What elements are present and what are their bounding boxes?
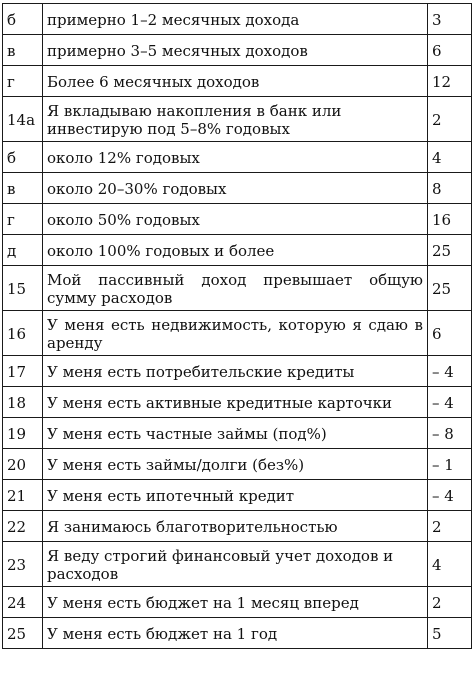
row-number: 18 — [3, 387, 43, 418]
row-number: 21 — [3, 480, 43, 511]
row-number: 19 — [3, 418, 43, 449]
row-points: 2 — [428, 587, 472, 618]
row-points: 2 — [428, 97, 472, 142]
row-points: 3 — [428, 4, 472, 35]
row-number: б — [3, 142, 43, 173]
table-row — [3, 235, 472, 266]
row-points: – 1 — [428, 449, 472, 480]
table-row — [3, 418, 472, 449]
row-statement: Я занимаюсь благотворительностью — [43, 511, 428, 542]
row-points: 4 — [428, 142, 472, 173]
row-points: 2 — [428, 511, 472, 542]
table-row — [3, 35, 472, 66]
row-points: 16 — [428, 204, 472, 235]
row-statement: У меня есть активные кредитные карточки — [43, 387, 428, 418]
row-statement: около 20–30% годовых — [43, 173, 428, 204]
questionnaire-table — [2, 3, 472, 649]
table-row — [3, 66, 472, 97]
table-row — [3, 97, 472, 142]
row-number: 25 — [3, 618, 43, 649]
row-points: 6 — [428, 35, 472, 66]
row-statement: У меня есть частные займы (под%) — [43, 418, 428, 449]
table-row — [3, 142, 472, 173]
table-row — [3, 618, 472, 649]
row-points: – 8 — [428, 418, 472, 449]
row-points: 25 — [428, 266, 472, 311]
table-row — [3, 480, 472, 511]
table-row — [3, 173, 472, 204]
row-number: 15 — [3, 266, 43, 311]
row-number: д — [3, 235, 43, 266]
row-number: 17 — [3, 356, 43, 387]
row-statement: Я веду строгий финансовый учет доходов и расходов — [43, 542, 428, 587]
row-points: – 4 — [428, 480, 472, 511]
row-points: 4 — [428, 542, 472, 587]
row-points: 12 — [428, 66, 472, 97]
table-row — [3, 4, 472, 35]
row-number: в — [3, 173, 43, 204]
row-points: 8 — [428, 173, 472, 204]
row-points: 25 — [428, 235, 472, 266]
table-row — [3, 511, 472, 542]
row-number: 16 — [3, 311, 43, 356]
row-number: 24 — [3, 587, 43, 618]
table-row — [3, 266, 472, 311]
table-row — [3, 449, 472, 480]
table-row — [3, 356, 472, 387]
row-statement: около 100% годовых и более — [43, 235, 428, 266]
row-number: г — [3, 66, 43, 97]
row-number: в — [3, 35, 43, 66]
row-statement: У меня есть потребительские кредиты — [43, 356, 428, 387]
row-statement: У меня есть займы/долги (без%) — [43, 449, 428, 480]
row-statement: Мой пассивный доход превышает общую сумму расходов — [43, 266, 428, 311]
table-row — [3, 542, 472, 587]
row-number: 14а — [3, 97, 43, 142]
table-row — [3, 204, 472, 235]
row-statement: Более 6 месячных доходов — [43, 66, 428, 97]
table-row — [3, 387, 472, 418]
row-statement: У меня есть бюджет на 1 месяц вперед — [43, 587, 428, 618]
table-row — [3, 311, 472, 356]
row-points: – 4 — [428, 387, 472, 418]
table-body — [3, 4, 472, 649]
row-number: 20 — [3, 449, 43, 480]
row-number: г — [3, 204, 43, 235]
row-number: б — [3, 4, 43, 35]
row-statement: У меня есть бюджет на 1 год — [43, 618, 428, 649]
row-points: 5 — [428, 618, 472, 649]
row-number: 22 — [3, 511, 43, 542]
row-statement: У меня есть недвижимость, которую я сдаю в аренду — [43, 311, 428, 356]
row-statement: примерно 3–5 месячных доходов — [43, 35, 428, 66]
row-points: – 4 — [428, 356, 472, 387]
table-row — [3, 587, 472, 618]
row-statement: примерно 1–2 месячных дохода — [43, 4, 428, 35]
row-points: 6 — [428, 311, 472, 356]
row-statement: Я вкладываю накопления в банк или инвестирую под 5–8% годовых — [43, 97, 428, 142]
row-statement: около 12% годовых — [43, 142, 428, 173]
row-statement: около 50% годовых — [43, 204, 428, 235]
row-statement: У меня есть ипотечный кредит — [43, 480, 428, 511]
row-number: 23 — [3, 542, 43, 587]
